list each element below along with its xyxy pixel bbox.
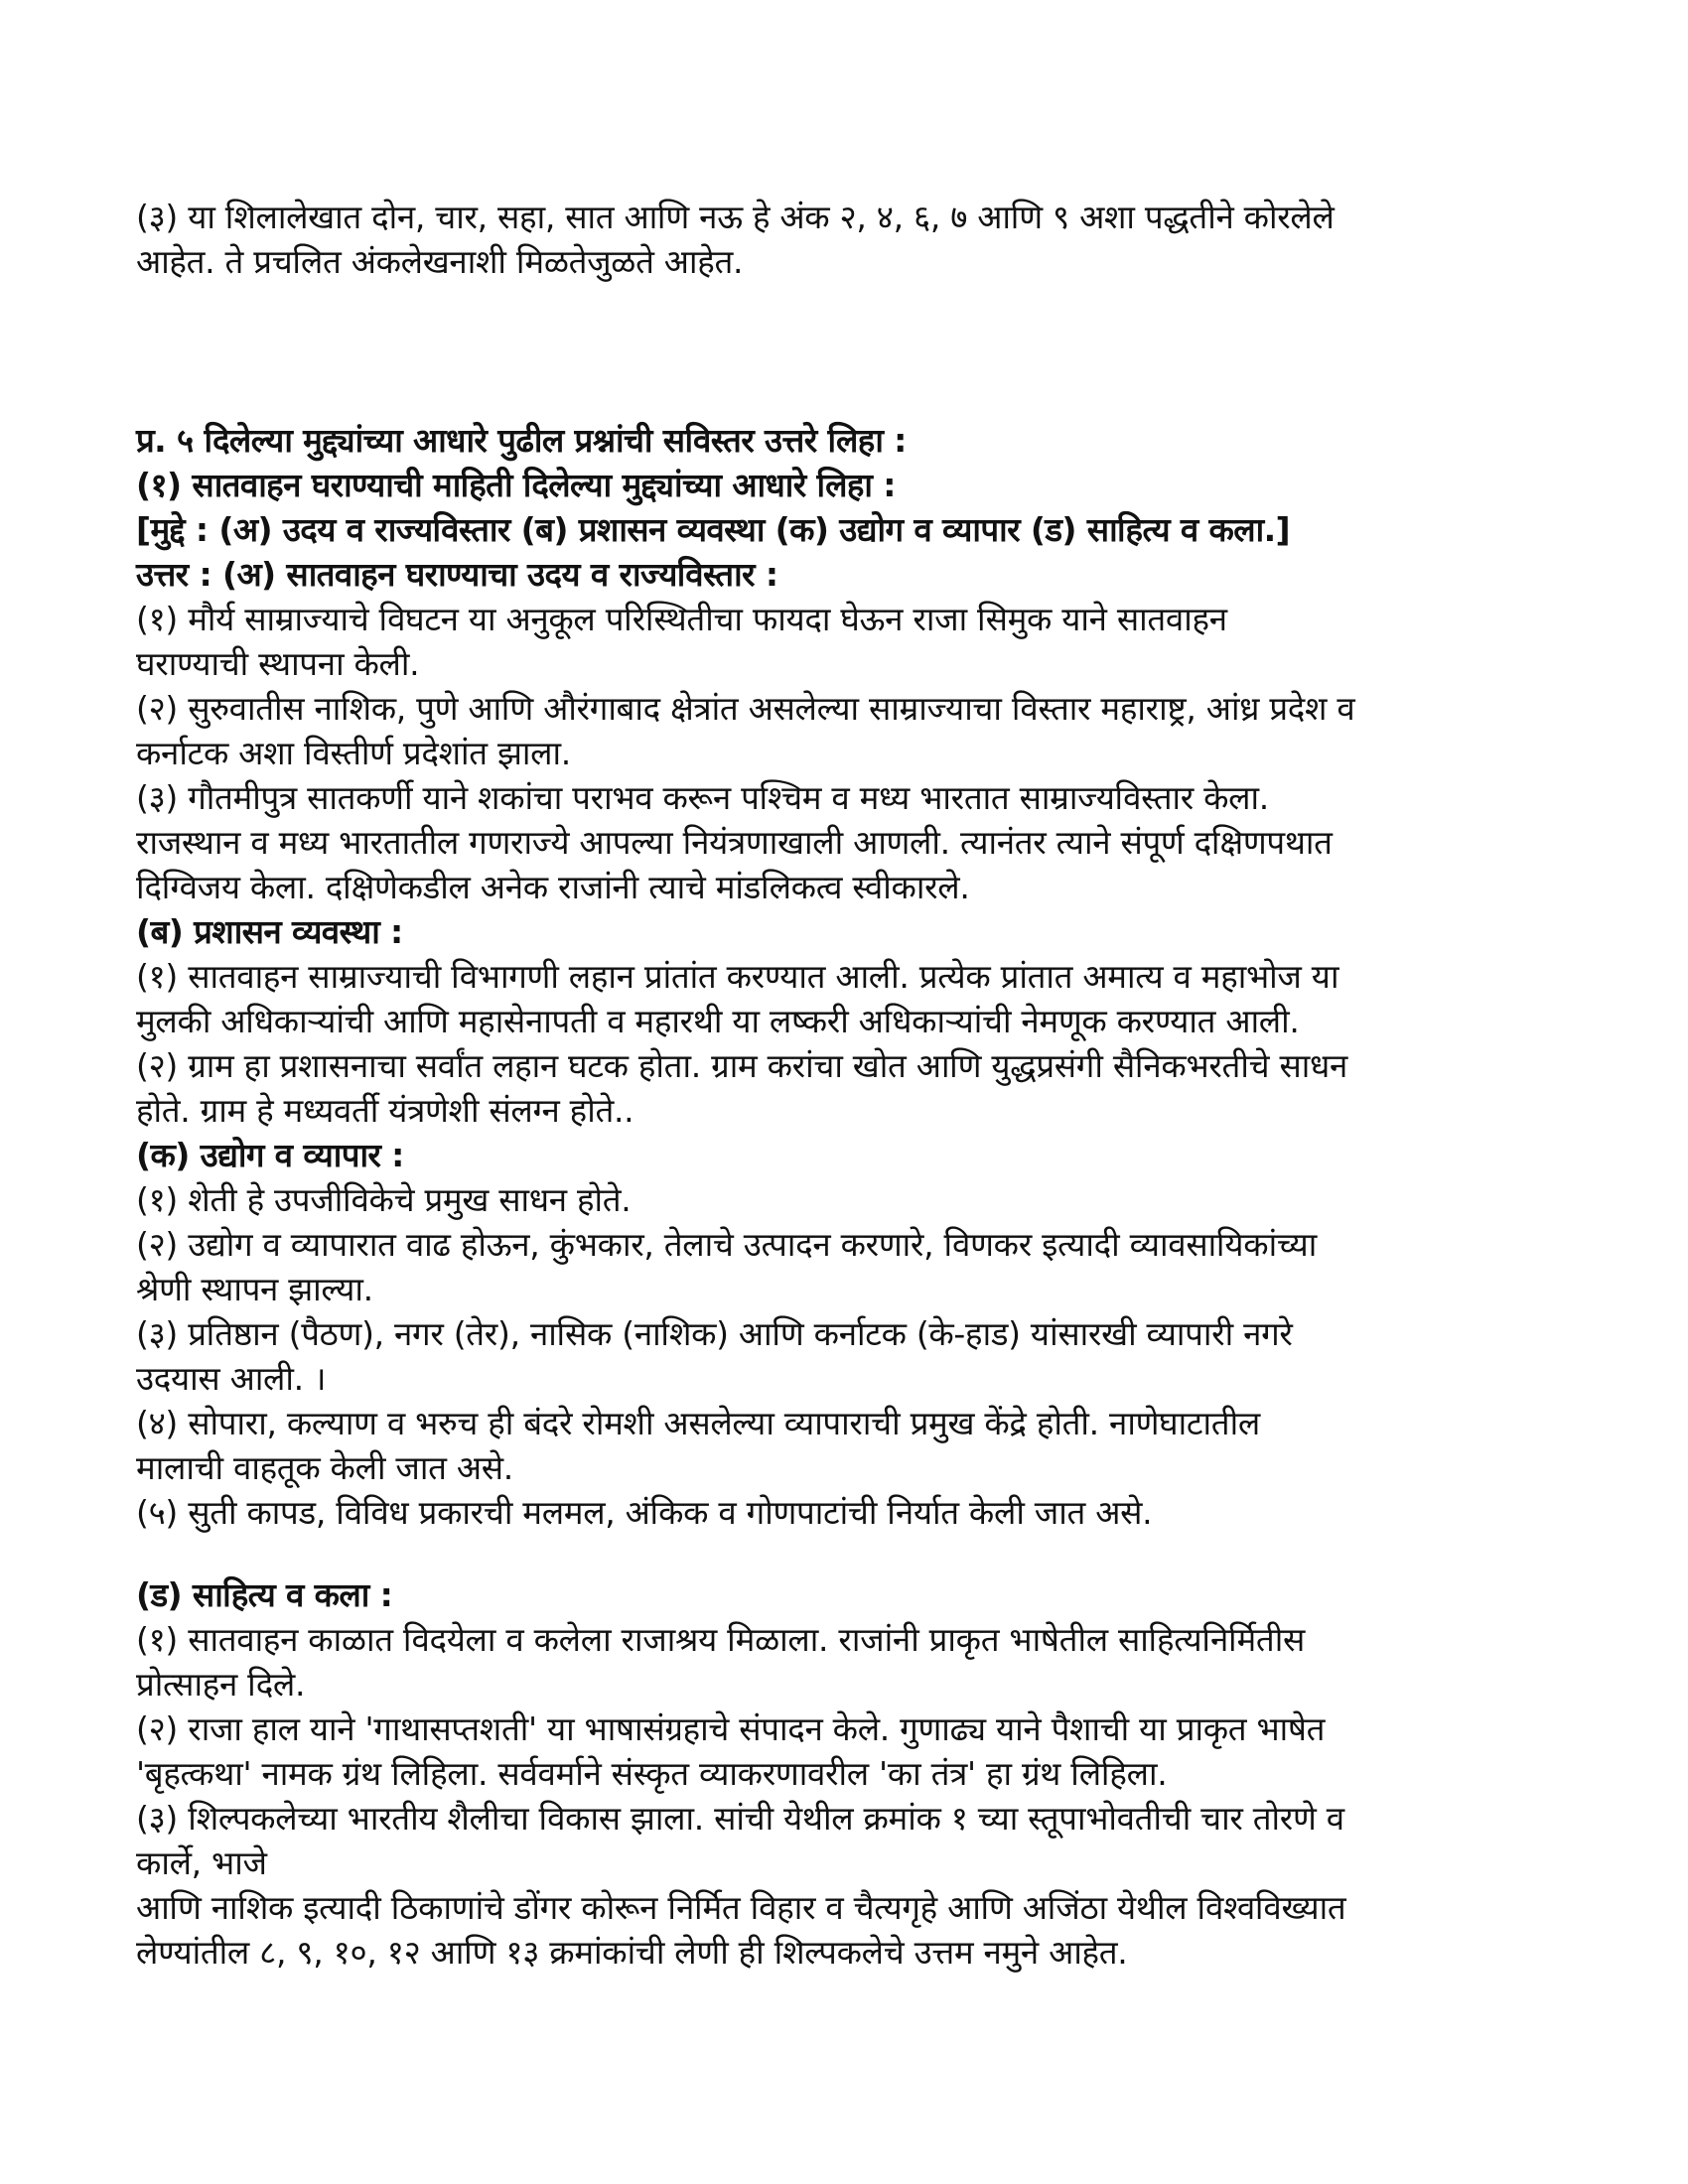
section-c-line: (५) सुती कापड, विविध प्रकारची मलमल, अंकिक व गोणपाटांची निर्यात केली जात असे. [136, 1493, 1153, 1532]
document-page [136, 195, 1566, 1975]
section-d-line: आणि नाशिक इत्यादी ठिकाणांचे डोंगर कोरून निर्मित विहार व चैत्यगृहे आणि अजिंठा येथील विश्वविख्यात [136, 1888, 1346, 1927]
section-c-line: (३) प्रतिष्ठान (पैठण), नगर (तेर), नासिक (नाशिक) आणि कर्नाटक (के-हाड) यांसारखी व्यापारी नगरे [136, 1314, 1293, 1353]
section-c-line: मालाची वाहतूक केली जात असे. [136, 1448, 513, 1487]
section-d-line: कार्ले, भाजे [136, 1843, 267, 1882]
section-c-line: उदयास आली. । [136, 1359, 327, 1398]
question-heading [136, 418, 1566, 597]
section-d-line: (१) सातवाहन काळात विदयेला व कलेला राजाश्रय मिळाला. राजांनी प्राकृत भाषेतील साहित्यनिर्मितीस [136, 1620, 1305, 1659]
section-b [136, 909, 1566, 1133]
section-a-line: (३) गौतमीपुत्र सातकर्णी याने शकांचा पराभव करून पश्चिम व मध्य भारतात साम्राज्यविस्तार केला. [136, 778, 1269, 817]
section-b-heading: (ब) प्रशासन व्यवस्था : [136, 912, 403, 951]
question-title: प्र. ५ दिलेल्या मुद्द्यांच्या आधारे पुढील प्रश्नांची सविस्तर उत्तरे लिहा : [136, 421, 907, 460]
section-b-line: (१) सातवाहन साम्राज्याची विभागणी लहान प्रांतांत करण्यात आली. प्रत्येक प्रांतात अमात्य व महाभोज या [136, 957, 1339, 996]
section-c-line: श्रेणी स्थापन झाल्या. [136, 1270, 373, 1308]
section-d-line: (३) शिल्पकलेच्या भारतीय शैलीचा विकास झाला. सांची येथील क्रमांक १ च्या स्तूपाभोवतीची चार तोरणे व [136, 1799, 1344, 1838]
section-a-line: घराण्याची स्थापना केली. [136, 644, 420, 683]
question-subtitle: (१) सातवाहन घराण्याची माहिती दिलेल्या मुद्द्यांच्या आधारे लिहा : [136, 466, 896, 504]
section-c [136, 1133, 1566, 1535]
section-c-line: (१) शेती हे उपजीविकेचे प्रमुख साधन होते. [136, 1180, 632, 1219]
section-d-line: 'बृहत्कथा' नामक ग्रंथ लिहिला. सर्ववर्माने संस्कृत व्याकरणावरील 'का तंत्र' हा ग्रंथ लिहिला. [136, 1754, 1168, 1793]
section-b-line: मुलकी अधिकाऱ्यांची आणि महासेनापती व महारथी या लष्करी अधिकाऱ्यांची नेमणूक करण्यात आली. [136, 1002, 1300, 1040]
intro-line: आहेत. ते प्रचलित अंकलेखनाशी मिळतेजुळते आहेत. [136, 242, 744, 281]
section-a-line: (१) मौर्य साम्राज्याचे विघटन या अनुकूल परिस्थितीचा फायदा घेऊन राजा सिमुक याने सातवाहन [136, 600, 1227, 638]
section-c-heading: (क) उद्योग व व्यापार : [136, 1136, 404, 1174]
section-a-line: राजस्थान व मध्य भारतातील गणराज्ये आपल्या नियंत्रणाखाली आणली. त्यानंतर त्याने संपूर्ण दक्षिणपथात [136, 823, 1333, 862]
section-a-body [136, 597, 1566, 909]
section-d-line: प्रोत्साहन दिले. [136, 1665, 306, 1704]
section-d-heading: (ड) साहित्य व कला : [136, 1575, 393, 1614]
intro-line: (३) या शिलालेखात दोन, चार, सहा, सात आणि नऊ हे अंक २, ४, ६, ७ आणि ९ अशा पद्धतीने कोरलेले [136, 198, 1335, 236]
section-d-line: लेण्यांतील ८, ९, १०, १२ आणि १३ क्रमांकांची लेणी ही शिल्पकलेचे उत्तम नमुने आहेत. [136, 1933, 1128, 1972]
intro-paragraph [136, 195, 1566, 284]
question-points: [मुद्दे : (अ) उदय व राज्यविस्तार (ब) प्रशासन व्यवस्था (क) उद्योग व व्यापार (ड) साहित्य व कला.] [136, 510, 1291, 549]
section-a-line: कर्नाटक अशा विस्तीर्ण प्रदेशांत झाला. [136, 734, 571, 772]
section-a-line: दिग्विजय केला. दक्षिणेकडील अनेक राजांनी त्याचे मांडलिकत्व स्वीकारले. [136, 868, 970, 906]
section-a-line: (२) सुरुवातीस नाशिक, पुणे आणि औरंगाबाद क्षेत्रांत असलेल्या साम्राज्याचा विस्तार महाराष्ट्र, आंध्र प्रदेश व [136, 689, 1355, 728]
section-d-line: (२) राजा हाल याने 'गाथासप्तशती' या भाषासंग्रहाचे संपादन केले. गुणाढ्य याने पैशाची या प्राकृत भाषेत [136, 1709, 1326, 1748]
section-c-line: (४) सोपारा, कल्याण व भरुच ही बंदरे रोमशी असलेल्या व्यापाराची प्रमुख केंद्रे होती. नाणेघाटातील [136, 1404, 1260, 1442]
section-d [136, 1572, 1566, 1975]
answer-heading: उत्तर : (अ) सातवाहन घराण्याचा उदय व राज्यविस्तार : [136, 555, 778, 594]
section-b-line: (२) ग्राम हा प्रशासनाचा सर्वांत लहान घटक होता. ग्राम करांचा खोत आणि युद्धप्रसंगी सैनिकभरतीचे साधन [136, 1046, 1348, 1085]
section-c-line: (२) उद्योग व व्यापारात वाढ होऊन, कुंभकार, तेलाचे उत्पादन करणारे, विणकर इत्यादी व्यावसायिकांच्या [136, 1225, 1318, 1264]
section-b-line: होते. ग्राम हे मध्यवर्ती यंत्रणेशी संलग्न होते.. [136, 1091, 634, 1130]
